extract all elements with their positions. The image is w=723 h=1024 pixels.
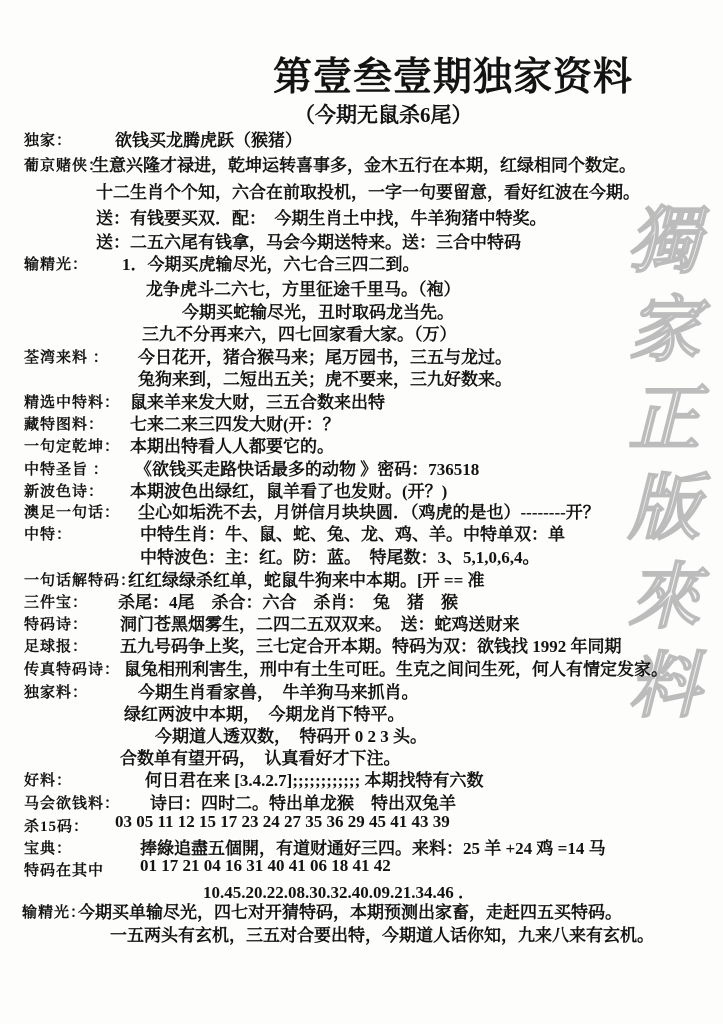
line-label: 精选中特料：: [24, 395, 121, 411]
line-label: 输精光：: [24, 257, 89, 273]
doc-line: [0, 178, 723, 202]
line-label: 一句定乾坤：: [24, 439, 121, 455]
line-label: 杀15码：: [24, 819, 90, 835]
line-text: 何日君在来 [3.4.2.7];;;;;;;;;;;; 本期找特有六数: [145, 771, 484, 790]
doc-line: [0, 204, 723, 228]
doc-line: [0, 410, 723, 434]
line-label: 一句话解特码：: [24, 573, 137, 589]
line-text: 绿红两波中本期， 今期龙肖下特平。: [124, 705, 405, 724]
line-text: 本期波色出绿红，鼠羊看了也发财。(开？): [130, 482, 448, 501]
line-label: 中特圣旨 ：: [24, 462, 109, 478]
line-label: 宝典：: [24, 841, 73, 857]
line-text: 今期生肖看家兽， 牛羊狗马来抓肖。: [138, 683, 419, 702]
line-text: 生意兴隆才禄进，乾坤运转喜事多，金木五行在本期，红绿相同个数定。: [92, 156, 636, 175]
line-text: 今期买蛇输尽光，丑时取码龙当先。: [182, 303, 454, 322]
line-label: 葡京赌侠：: [24, 158, 105, 174]
doc-line: [0, 744, 723, 768]
doc-line: [0, 432, 723, 456]
line-label: 好料：: [24, 773, 73, 789]
doc-line: [0, 722, 723, 746]
line-text: 欲钱买龙腾虎跃（猴猪）: [115, 131, 302, 150]
doc-line: [0, 700, 723, 724]
line-text: 本期出特看人人都要它的。: [130, 437, 334, 456]
doc-line: [0, 126, 723, 150]
line-text: 一五两头有玄机，三五对合要出特，今期道人话你知，九来八来有玄机。: [110, 926, 654, 945]
line-text: 10.45.20.22.08.30.32.40.09.21.34.46 ．: [203, 883, 475, 902]
line-text: 兔狗来到，二短出五关；虎不要来，三九好数来。: [138, 370, 512, 389]
doc-line: [0, 812, 723, 836]
line-label: 马会欲钱料：: [24, 796, 121, 812]
line-text: 五九号码争上奖，三七定合开本期。特码为双：欲钱找 1992 年同期: [120, 637, 622, 656]
line-text: 洞门苍黑烟雾生，二四二五双双来。 送：蛇鸡送财来: [120, 615, 520, 634]
line-text: 《欲钱买走路快话最多的动物 》密码：736518: [135, 460, 480, 479]
doc-line: [0, 655, 723, 679]
line-text: 送：有钱要买双．配： 今期生肖土中找，牛羊狗猪中特奖。: [96, 209, 547, 228]
doc-line: [0, 388, 723, 412]
doc-line: [0, 498, 723, 522]
line-label: 中特：: [24, 527, 73, 543]
doc-line: [0, 766, 723, 790]
doc-line: [0, 250, 723, 274]
line-label: 藏特图料：: [24, 417, 105, 433]
line-label: 独家料：: [24, 685, 89, 701]
doc-line: [0, 856, 723, 880]
line-text: 龙争虎斗二六七，方里征途千里马。（袍）: [146, 280, 461, 299]
line-label: 澳足一句话：: [24, 505, 121, 521]
line-text: 尘心如垢洗不去，月饼信月块块圆．（鸡虎的是也）--------开？: [138, 503, 600, 522]
page-title: 第壹叁壹期独家资料: [273, 56, 634, 99]
line-text: 1．今期买虎输尽光，六七合三四二到。: [122, 255, 420, 274]
line-text: 送：二五六尾有钱拿，马会今期送特来。送：三合中特码: [96, 233, 521, 252]
doc-line: [0, 632, 723, 656]
line-text: 中特波色：主：红。防：蓝。 特尾数：3、5,1,0,6,4。: [140, 548, 540, 567]
line-text: 今期道人透双数， 特码开 0 2 3 头。: [155, 727, 427, 746]
doc-line: [0, 610, 723, 634]
line-text: 合数单有望开码， 认真看好才下注。: [120, 749, 401, 768]
line-text: 诗曰：四时二。特出单龙猴 特出双兔羊: [150, 794, 456, 813]
watermark-text: 獨家正版來料: [617, 202, 697, 736]
line-text: 杀尾：4尾 杀合：六合 杀肖： 兔 猪 猴: [118, 593, 458, 612]
line-label: 独家：: [24, 133, 73, 149]
line-text: 捧綠追盡五個開，有道财通好三四。来料：25 羊 +24 鸡 =14 马: [140, 839, 606, 858]
line-label: 荃湾来料 ：: [24, 350, 109, 366]
doc-line: [0, 275, 723, 299]
line-label: 特码在其中: [24, 863, 105, 879]
line-text: 今日花开，猪合猴马来；尾万园书，三五与龙过。: [138, 348, 512, 367]
line-label: 特码诗：: [24, 617, 89, 633]
doc-line: [0, 343, 723, 367]
line-text: 鼠来羊来发大财，三五合数来出特: [130, 393, 385, 412]
doc-line: [0, 520, 723, 544]
doc-line: [0, 898, 723, 922]
doc-line: [0, 151, 723, 175]
doc-line: [0, 921, 723, 945]
doc-line: [0, 588, 723, 612]
line-text: 十二生肖个个知，六合在前取投机，一字一句要留意，看好红波在今期。: [96, 183, 640, 202]
line-label: 输精光：: [22, 905, 87, 921]
line-label: 足球报：: [24, 639, 89, 655]
doc-line: [0, 678, 723, 702]
line-text: 红红绿绿杀红单，蛇鼠牛狗来中本期。[开 == 准: [128, 571, 485, 590]
line-text: 中特生肖：牛、鼠、蛇、兔、龙、鸡、羊。中特单双：单: [140, 525, 565, 544]
line-label: 三件宝：: [24, 595, 89, 611]
line-text: 七来二来三四发大财(开：？: [130, 415, 340, 434]
doc-line: [0, 834, 723, 858]
line-text: 鼠兔相刑利害生，刑中有土生可旺。生克之间问生死，何人有情定发家。: [124, 660, 668, 679]
doc-line: [0, 789, 723, 813]
doc-line: [0, 298, 723, 322]
line-text: 三九不分再来六，四七回家看大家。（万）: [142, 325, 457, 344]
line-text: 01 17 21 04 16 31 40 41 06 18 41 42: [140, 856, 391, 875]
doc-line: [0, 228, 723, 252]
line-text: 今期买单输尽光，四七对开猜特码，本期预测出家畜，走赶四五买特码。: [78, 903, 622, 922]
doc-line: [0, 455, 723, 479]
line-text: 03 05 11 12 15 17 23 24 27 35 36 29 45 41 43 39: [115, 812, 450, 831]
doc-line: [0, 365, 723, 389]
doc-line: [0, 566, 723, 590]
doc-line: [0, 320, 723, 344]
doc-line: [0, 543, 723, 567]
line-label: 传真特码诗：: [24, 662, 121, 678]
line-label: 新波色诗：: [24, 484, 105, 500]
page-subtitle: （今期无鼠杀6尾）: [294, 103, 473, 127]
